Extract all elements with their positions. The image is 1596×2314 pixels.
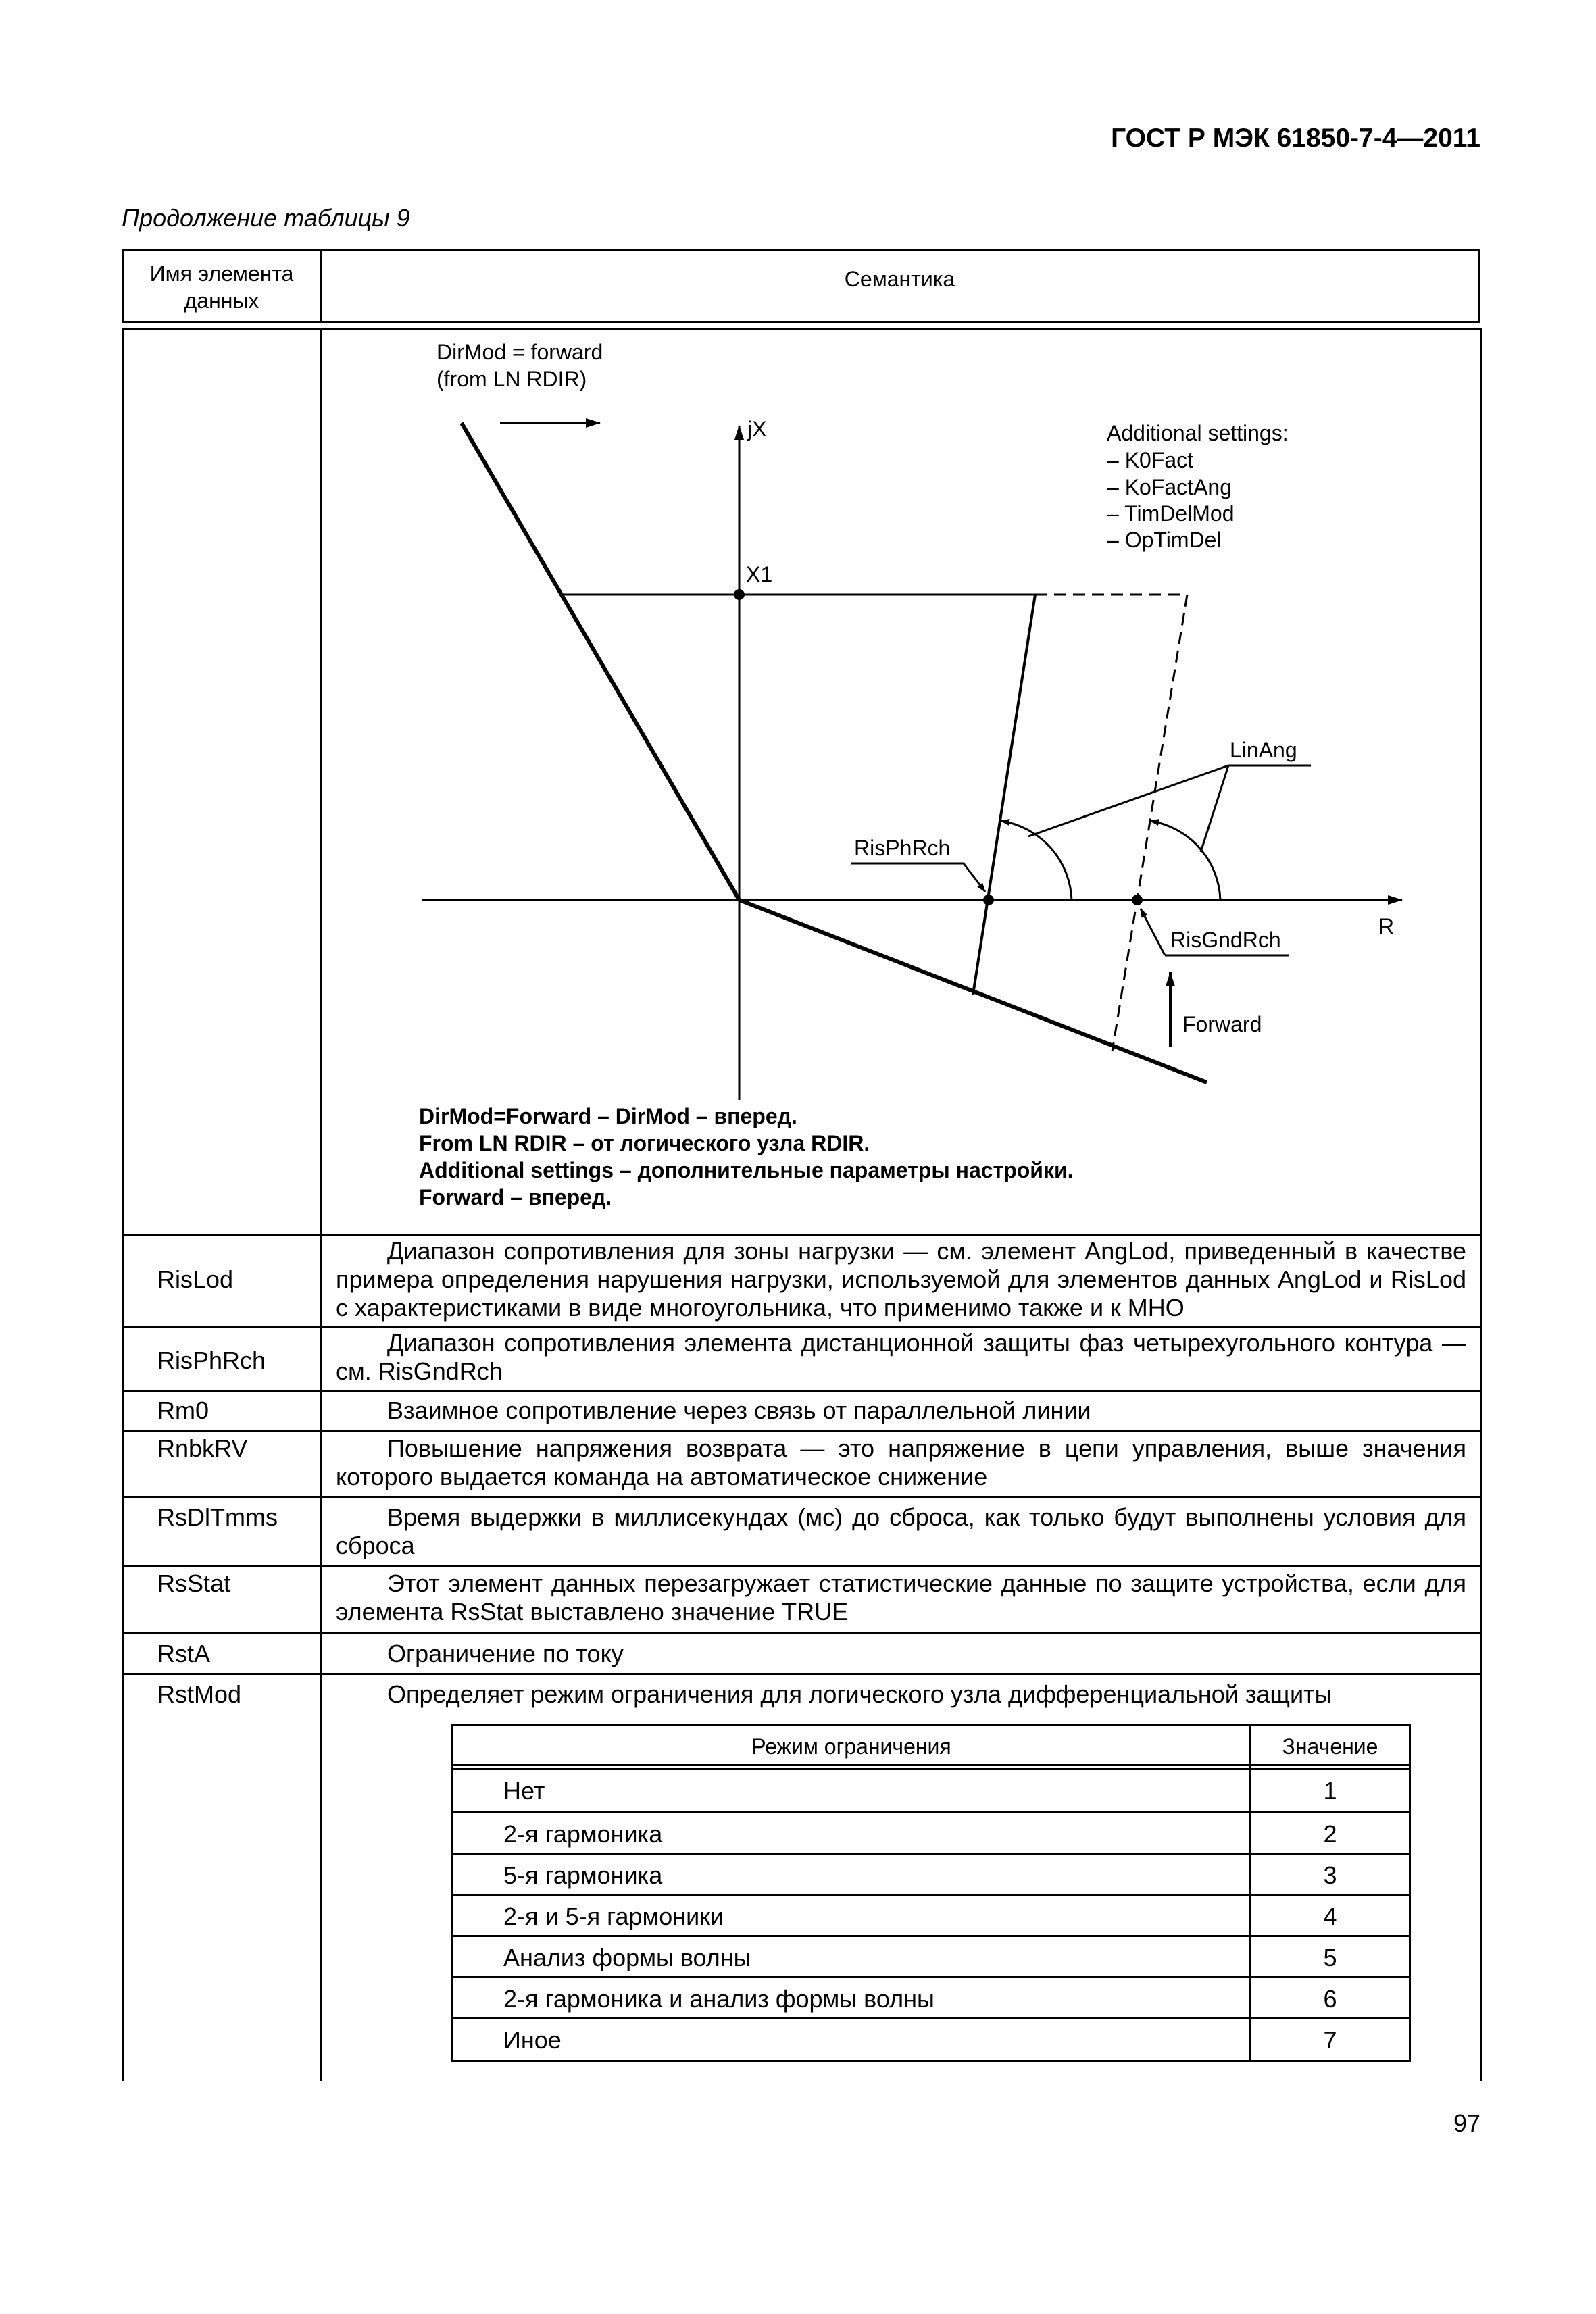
table-row: RisLod Диапазон сопротивления для зоны нагрузки — см. элемент AngLod, приведенный в качестве примера определения нарушения нагрузки, используемой для элементов данных AngLod и RisLod с характеристиками в виде многоугольника, что применимо также и к МНО (122, 1236, 1482, 1328)
table-row: RnbkRV Повышение напряжения возврата — это напряжение в цепи управления, выше значения которого выдается команда на автоматическое снижение (122, 1432, 1482, 1498)
table-row: RstMod Определяет режим ограничения для логического узла дифференциальной защиты (122, 1675, 1482, 2081)
forward-label: Forward (1182, 1012, 1262, 1036)
risphrch-boundary (973, 595, 1035, 995)
x1-point (734, 589, 745, 600)
quadrilateral-characteristic-diagram (122, 330, 1482, 1236)
table-header (122, 249, 1480, 323)
risphrch-label: RisPhRch (854, 836, 951, 860)
column-header-value: Значение (1282, 1734, 1378, 1759)
column-header-name: Имя элемента данных (149, 261, 294, 313)
dirmod-source-label: (from LN RDIR) (437, 367, 587, 391)
table-row: Иное 7 (453, 2017, 1409, 2059)
standard-header: ГОСТ Р МЭК 61850-7-4—2011 (1111, 124, 1480, 153)
table-row: 5-я гармоника 3 (453, 1853, 1409, 1894)
r-axis-label: R (1378, 914, 1395, 938)
table-row: 2-я и 5-я гармоники 4 (453, 1894, 1409, 1935)
table-row: RstA Ограничение по току (122, 1634, 1482, 1675)
page-number: 97 (1453, 2109, 1480, 2137)
risgndrch-leader (1141, 909, 1165, 955)
risphrch-point (983, 895, 994, 905)
header-double-rule (122, 323, 1482, 330)
table-row: Rm0 Взаимное сопротивление через связь от параллельной линии (122, 1392, 1482, 1432)
column-header-semantics: Семантика (844, 267, 955, 291)
table-caption: Продолжение таблицы 9 (122, 204, 410, 232)
risphrch-leader (964, 863, 985, 892)
directional-line (739, 900, 1207, 1082)
risgndrch-boundary (1112, 595, 1187, 1051)
risgndrch-label: RisGndRch (1170, 928, 1281, 952)
restraint-mode-table (451, 1724, 1411, 2062)
table-row: RisPhRch Диапазон сопротивления элемента дистанционной защиты фаз четырехугольного контура — см. RisGndRch (122, 1328, 1482, 1392)
table-row: 2-я гармоника и анализ формы волны 6 (453, 1976, 1409, 2017)
linang-leader-1 (1028, 765, 1228, 836)
additional-settings: Additional settings: – K0Fact – KoFactAng – TimDelMod – OpTimDel (1107, 421, 1289, 552)
table-row: 2-я гармоника 2 (453, 1811, 1409, 1853)
dirmod-label: DirMod = forward (437, 340, 603, 364)
linang-arc-2 (1150, 821, 1220, 900)
column-header-mode: Режим ограничения (751, 1734, 951, 1759)
table-row: RsStat Этот элемент данных перезагружает статистические данные по защите устройства, если для элемента RsStat выставлено значение TRUE (122, 1567, 1482, 1634)
left-boundary (462, 423, 739, 900)
table-row: RsDlTmms Время выдержки в миллисекундах (мс) до сброса, как только будут выполнены условия для сброса (122, 1498, 1482, 1567)
risgndrch-point (1132, 895, 1143, 905)
linang-leader-2 (1201, 765, 1228, 852)
linang-label: LinAng (1230, 738, 1297, 762)
table-row: Нет 1 (503, 1777, 1337, 1805)
table-row: Анализ формы волны 5 (453, 1935, 1409, 1976)
diagram-legend: DirMod=Forward – DirMod – вперед. From LN RDIR – от логического узла RDIR. Additional settings – дополнительные параметры настройки. Forward – вперед. (419, 1104, 1074, 1209)
jx-axis-label: jX (747, 417, 767, 441)
x1-label: X1 (746, 562, 773, 586)
